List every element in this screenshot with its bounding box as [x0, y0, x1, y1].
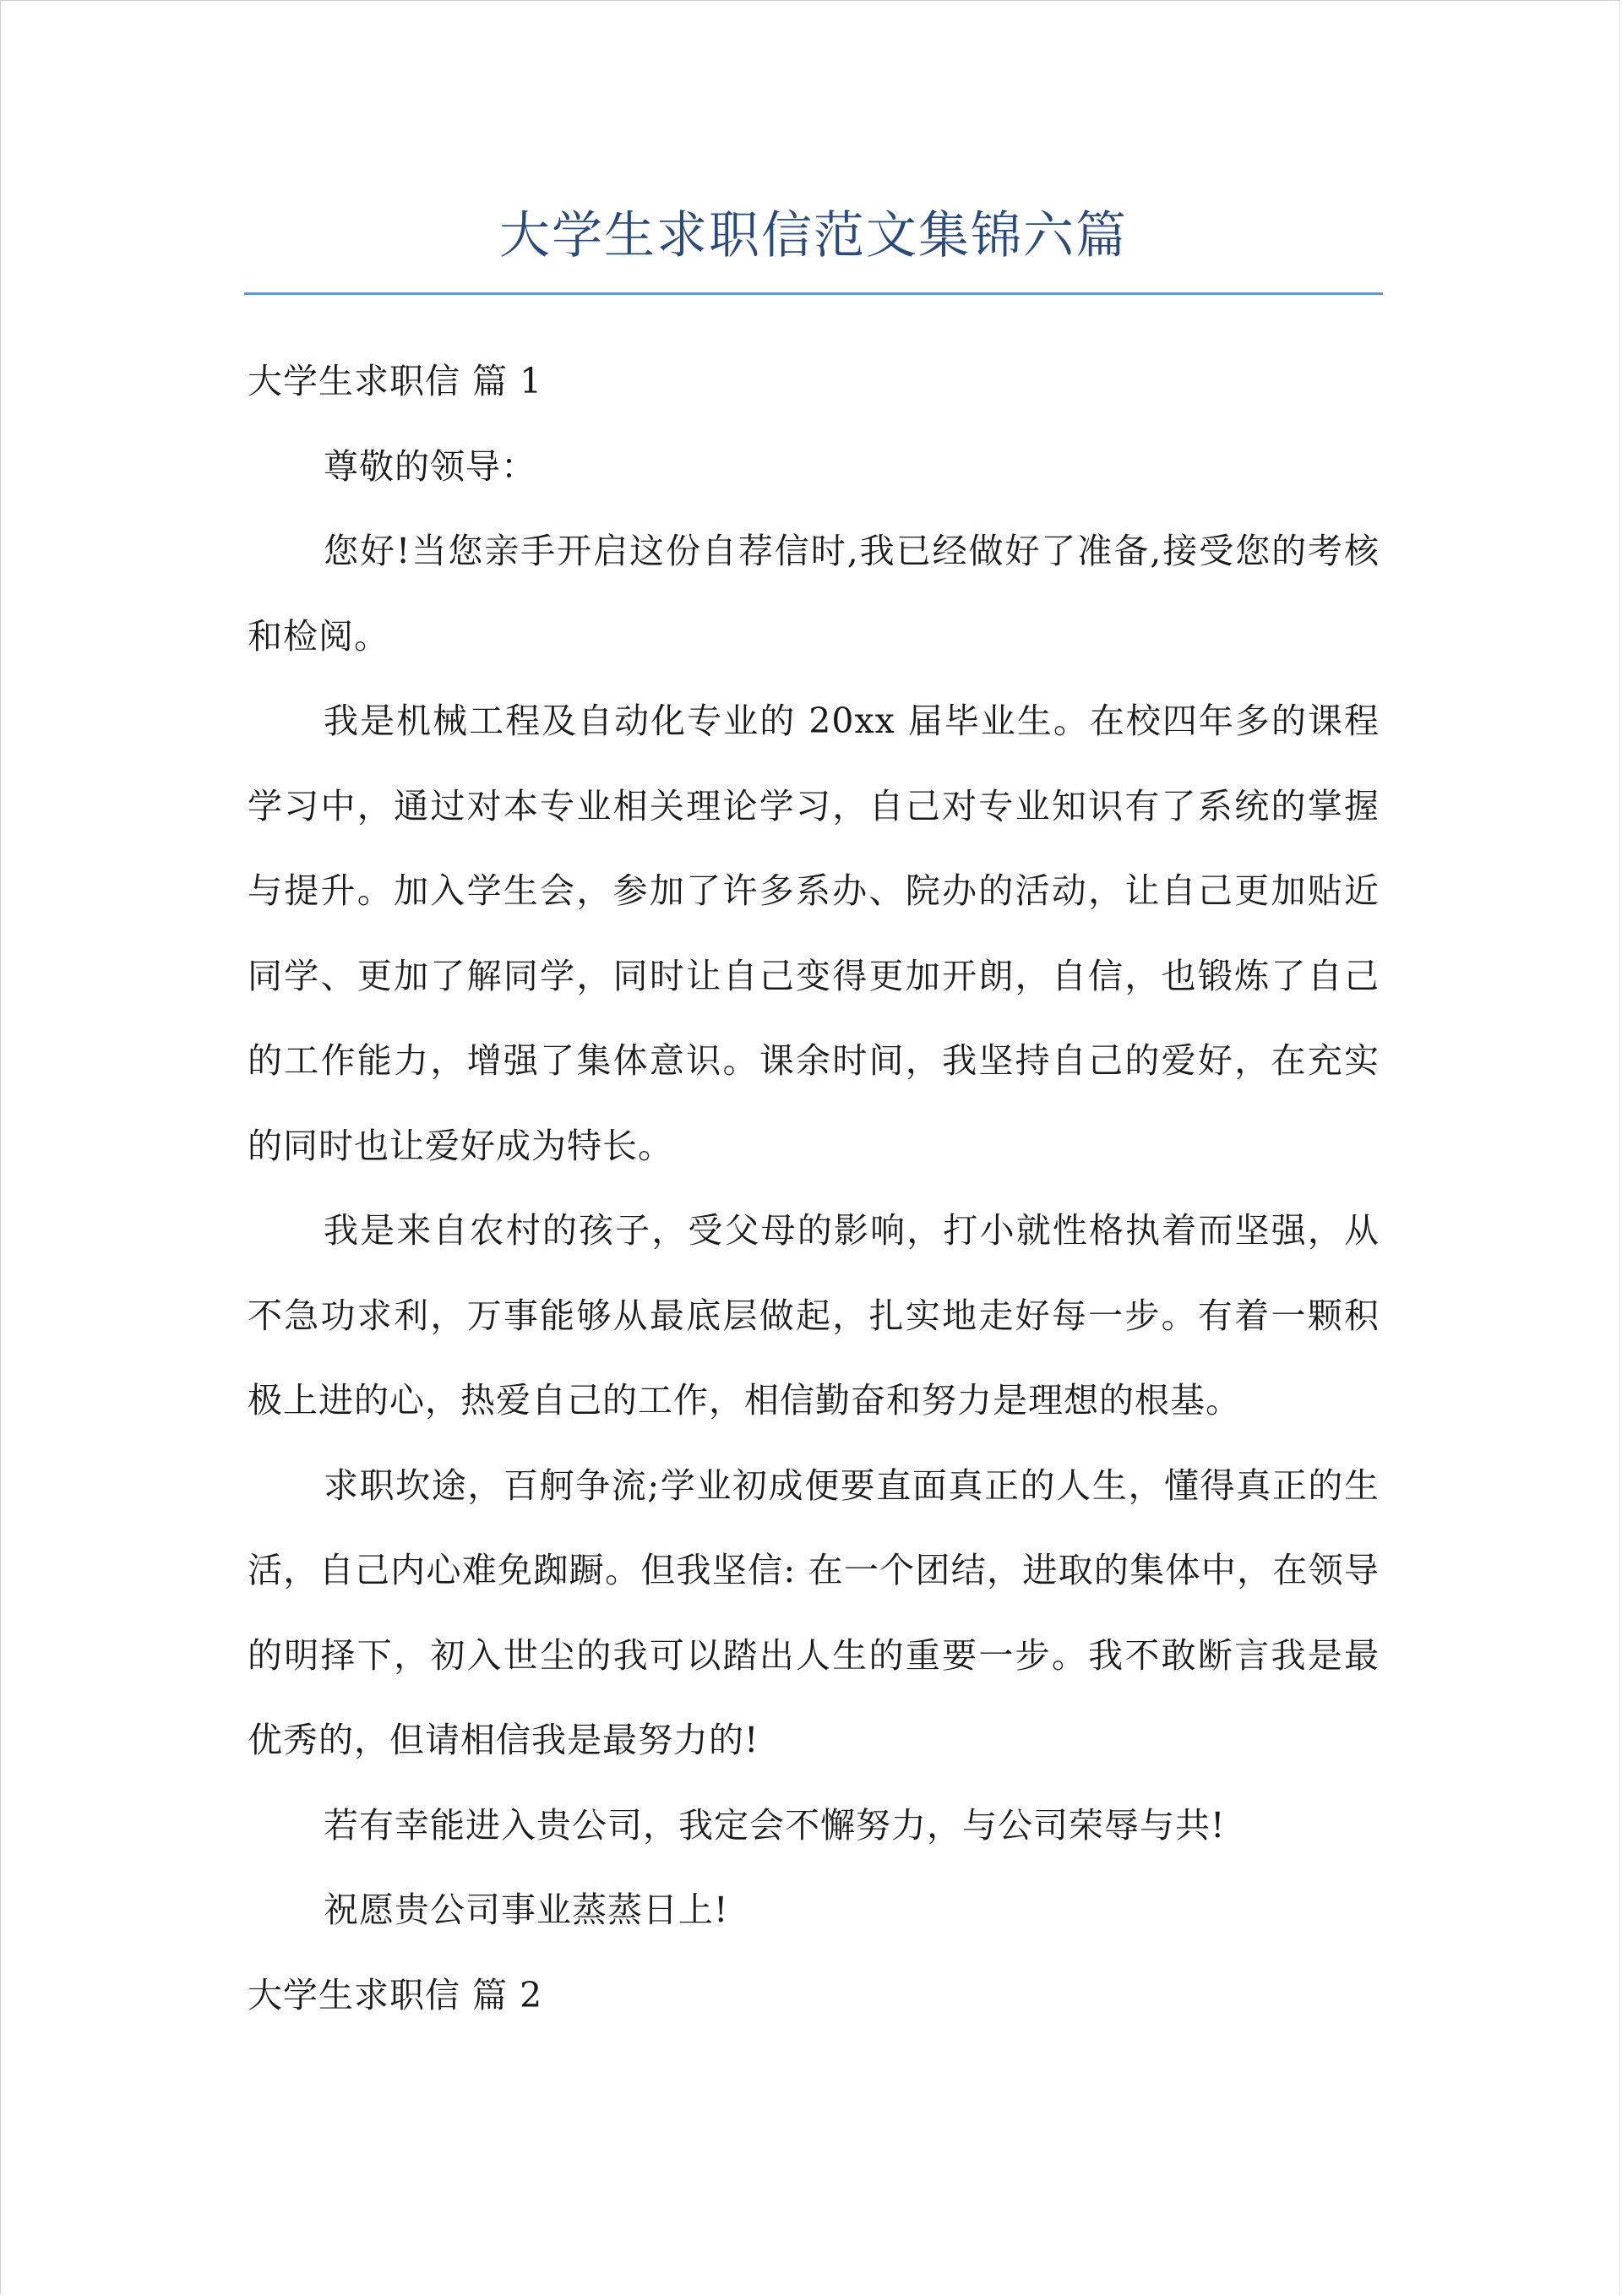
- title-underline: [244, 292, 1383, 295]
- paragraph-greeting: 您好!当您亲手开启这份自荐信时,我已经做好了准备,接受您的考核和检阅。: [248, 531, 1380, 657]
- salutation: 尊敬的领导：: [324, 445, 536, 487]
- paragraph-belief: 求职坎途，百舸争流;学业初成便要直面真正的人生，懂得真正的生活，自己内心难免踟蹰。但我坚信: 在一个团结，进取的集体中，在领导的明择下，初入世尘的我可以踏出人生的重要一步。我不敢断言我是最优秀的，但请相信我是最努力的!: [248, 1464, 1380, 1760]
- paragraph-character: 我是来自农村的孩子，受父母的影响，打小就性格执着而坚强，从不急功求利，万事能够从最底层做起，扎实地走好每一步。有着一颗积极上进的心，热爱自己的工作，相信勤奋和努力是理想的根基。: [248, 1210, 1380, 1421]
- section-heading-1: 大学生求职信 篇 1: [248, 361, 543, 401]
- section-heading-2: 大学生求职信 篇 2: [248, 1974, 543, 2015]
- paragraph-background: 我是机械工程及自动化专业的 20xx 届毕业生。在校四年多的课程学习中，通过对本专业相关理论学习，自己对专业知识有了系统的掌握与提升。加入学生会，参加了许多系办、院办的活动，让自己更加贴近同学、更加了解同学，同时让自己变得更加开朗，自信，也锻炼了自己的工作能力，增强了集体意识。课余时间，我坚持自己的爱好，在充实的同时也让爱好成为特长。: [248, 701, 1380, 1166]
- paragraph-closing: 祝愿贵公司事业蒸蒸日上!: [324, 1890, 729, 1930]
- document-body: [248, 339, 1380, 2037]
- document-title: 大学生求职信范文集锦六篇: [499, 206, 1128, 265]
- paragraph-commitment: 若有幸能进入贵公司，我定会不懈努力，与公司荣辱与共!: [324, 1804, 1226, 1846]
